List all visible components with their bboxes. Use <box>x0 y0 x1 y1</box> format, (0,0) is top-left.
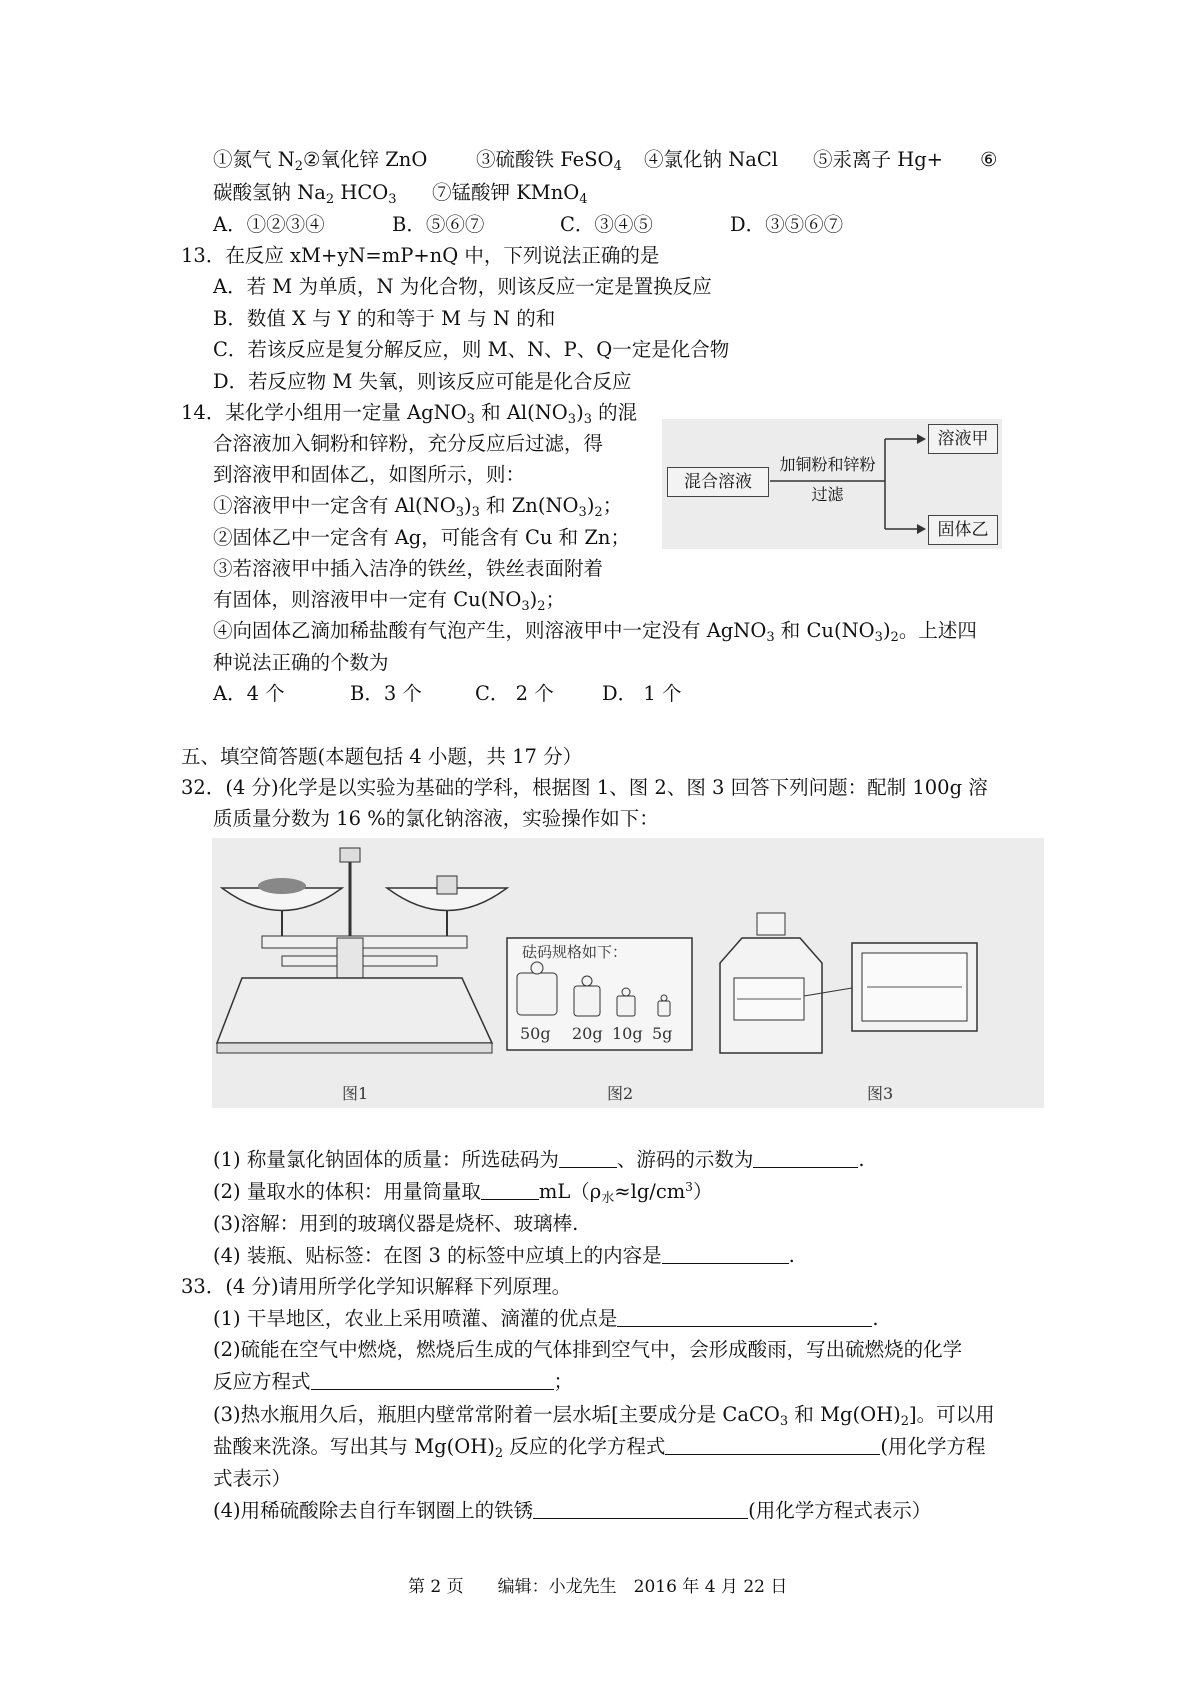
q12-line1-f: ⑥ <box>980 148 998 171</box>
text: ； <box>553 1370 574 1393</box>
q33-part3-line3: 式表示） <box>213 1467 292 1490</box>
q33-part3-line1 <box>213 1402 995 1428</box>
q14-option-a: A．4 个 <box>213 682 285 705</box>
superscript: 3 <box>685 1180 693 1194</box>
text: 盐酸来洗涤。写出其与 Mg(OH) <box>213 1435 495 1458</box>
text: 碳酸氢钠 Na <box>213 181 326 204</box>
q32-part3: (3)溶解：用到的玻璃仪器是烧杯、玻璃棒. <box>213 1212 579 1235</box>
fig1-label: 图1 <box>342 1084 369 1103</box>
mixed-solution-box: 混合溶液 <box>667 467 769 497</box>
text: (用化学方程式表示） <box>748 1499 932 1522</box>
fig2-label: 图2 <box>607 1084 634 1103</box>
q14-line1 <box>181 400 637 426</box>
subscript: 3 <box>874 630 883 645</box>
q32-part4 <box>213 1243 795 1269</box>
q13-option-b: B．数值 X 与 Y 的和等于 M 与 N 的和 <box>213 307 556 330</box>
q33-stem: 33．(4 分)请用所学化学知识解释下列原理。 <box>181 1275 572 1298</box>
subscript: 2 <box>294 159 304 174</box>
text: ； <box>602 494 623 517</box>
weight-20g-label: 20g <box>572 1024 603 1043</box>
text: HCO <box>334 181 389 204</box>
text: 有固体，则溶液甲中一定有 Cu(NO <box>213 588 522 611</box>
text: ]。可以用 <box>909 1403 995 1426</box>
subscript: 3 <box>521 599 530 614</box>
q14-line4 <box>213 493 622 519</box>
weight-50g-label: 50g <box>520 1024 551 1043</box>
subscript: 4 <box>613 159 622 174</box>
text: ≈lg/cm <box>614 1180 686 1203</box>
subscript: 3 <box>766 630 775 645</box>
q12-line1-c <box>476 147 622 173</box>
q12-option-b: B．⑤⑥⑦ <box>392 213 485 236</box>
text: 反应的化学方程式 <box>503 1435 666 1458</box>
q14-flow-diagram <box>662 419 1002 549</box>
subscript: 2 <box>900 1414 910 1429</box>
weight-5g-label: 5g <box>652 1024 673 1043</box>
q14-line6: ③若溶液甲中插入洁净的铁丝，铁丝表面附着 <box>213 557 604 580</box>
q14-option-c: C． 2 个 <box>475 682 554 705</box>
text: 14．某化学小组用一定量 AgNO <box>181 401 467 424</box>
subscript: 3 <box>466 412 475 427</box>
answer-blank[interactable] <box>665 1434 880 1455</box>
answer-blank[interactable] <box>559 1147 617 1168</box>
flow-filter-label: 过滤 <box>811 485 844 504</box>
text: ⑦锰酸钾 KMnO <box>432 181 580 204</box>
q13-option-a: A．若 M 为单质，N 为化合物，则该反应一定是置换反应 <box>213 275 712 298</box>
q14-option-d: D． 1 个 <box>602 682 682 705</box>
answer-blank[interactable] <box>533 1498 748 1519</box>
text: (4) 装瓶、贴标签：在图 3 的标签中应填上的内容是 <box>213 1244 662 1267</box>
text: 和 Zn(NO <box>479 494 579 517</box>
text: . <box>788 1244 795 1267</box>
q33-part3-line2 <box>213 1434 985 1460</box>
q33-part2-line1: (2)硫能在空气中燃烧，燃烧后生成的气体排到空气中，会形成酸雨，写出硫燃烧的化学 <box>213 1338 963 1361</box>
subscript: 3 <box>578 505 587 520</box>
answer-blank[interactable] <box>662 1243 789 1264</box>
text: 和 Mg(OH) <box>788 1403 901 1426</box>
q32-line1: 32．(4 分)化学是以实验为基础的学科，根据图 1、图 2、图 3 回答下列问题：配制 100g 溶 <box>181 776 988 799</box>
weight-10g-label: 10g <box>612 1024 643 1043</box>
text: ④向固体乙滴加稀盐酸有气泡产生，则溶液甲中一定没有 AgNO <box>213 619 767 642</box>
q12-line1-e: ⑤汞离子 Hg+ <box>813 148 944 171</box>
subscript: 3 <box>455 505 464 520</box>
text: (4)用稀硫酸除去自行车钢圈上的铁锈 <box>213 1499 534 1522</box>
solid-b-box: 固体乙 <box>928 515 998 545</box>
q32-part1 <box>213 1147 865 1173</box>
q12-line1-d: ④氯化钠 NaCl <box>644 148 779 171</box>
q33-part4 <box>213 1498 931 1524</box>
text: ) <box>882 619 891 642</box>
page-footer: 第 2 页 编辑：小龙先生 2016 年 4 月 22 日 <box>408 1577 788 1597</box>
text: (用化学方程 <box>880 1435 986 1458</box>
q14-line3: 到溶液甲和固体乙，如图所示，则： <box>213 463 526 486</box>
q14-line7 <box>213 587 565 613</box>
text: ） <box>692 1180 713 1203</box>
weights-spec-title: 砝码规格如下： <box>522 943 628 961</box>
text: ) <box>576 401 584 424</box>
fig3-label: 图3 <box>867 1084 894 1103</box>
q13-stem: 13．在反应 xM+yN=mP+nQ 中，下列说法正确的是 <box>181 244 660 267</box>
q32-part2 <box>213 1179 712 1205</box>
balance-illustration <box>212 838 1044 1108</box>
answer-blank[interactable] <box>311 1369 554 1390</box>
q14-line2: 合溶液加入铜粉和锌粉，充分反应后过滤，得 <box>213 432 604 455</box>
q33-part1 <box>213 1306 879 1332</box>
q13-option-c: C．若该反应是复分解反应，则 M、N、P、Q一定是化合物 <box>213 338 730 361</box>
flow-step-label: 加铜粉和锌粉 <box>779 455 876 474</box>
q12-line2 <box>213 180 397 206</box>
answer-blank[interactable] <box>481 1179 539 1200</box>
text: 反应方程式 <box>213 1370 311 1393</box>
text: ③硫酸铁 FeSO <box>476 148 614 171</box>
q12-line2-c <box>432 180 588 206</box>
subscript: 2 <box>890 630 899 645</box>
q14-line9: 种说法正确的个数为 <box>213 651 389 674</box>
text: (1) 干旱地区，农业上采用喷灌、滴灌的优点是 <box>213 1307 618 1330</box>
answer-blank[interactable] <box>753 1147 858 1168</box>
q14-line5: ②固体乙中一定含有 Ag，可能含有 Cu 和 Zn； <box>213 526 630 549</box>
subscript: 水 <box>601 1191 615 1206</box>
section-5-heading: 五、填空简答题(本题包括 4 小题，共 17 分） <box>181 745 583 768</box>
text: ①溶液甲中一定含有 Al(NO <box>213 494 456 517</box>
subscript: 3 <box>567 412 577 427</box>
text: ②氧化锌 ZnO <box>303 148 428 171</box>
q12-option-d: D．③⑤⑥⑦ <box>730 213 844 236</box>
text: (2) 量取水的体积：用量筒量取 <box>213 1180 481 1203</box>
q13-option-d: D．若反应物 M 失氧，则该反应可能是化合反应 <box>213 370 632 393</box>
text: . <box>872 1307 879 1330</box>
q32-line2: 质质量分数为 16 %的氯化钠溶液，实验操作如下： <box>213 807 659 830</box>
text: ①氮气 N <box>213 148 295 171</box>
q32-figure <box>212 838 1044 1108</box>
subscript: 3 <box>583 412 592 427</box>
q12-line1 <box>213 147 427 173</box>
text: (1) 称量氯化钠固体的质量：所选砝码为 <box>213 1148 559 1171</box>
solution-a-box: 溶液甲 <box>928 424 998 454</box>
answer-blank[interactable] <box>617 1306 872 1327</box>
text: ； <box>545 588 566 611</box>
text: 、游码的示数为 <box>616 1148 754 1171</box>
q14-line8 <box>213 618 977 644</box>
subscript: 3 <box>471 505 480 520</box>
text: ) <box>463 494 472 517</box>
subscript: 4 <box>579 192 588 207</box>
text: mL（ρ <box>538 1180 602 1203</box>
text: ) <box>529 588 538 611</box>
subscript: 3 <box>388 192 397 207</box>
text: ) <box>586 494 595 517</box>
text: 。上述四 <box>898 619 977 642</box>
text: (3)热水瓶用久后，瓶胆内壁常常附着一层水垢[主要成分是 CaCO <box>213 1403 780 1426</box>
q12-option-c: C．③④⑤ <box>560 213 653 236</box>
subscript: 2 <box>494 1446 504 1461</box>
subscript: 3 <box>779 1414 789 1429</box>
q33-part2-line2 <box>213 1369 573 1395</box>
text: 和 Cu(NO <box>774 619 875 642</box>
subscript: 2 <box>537 599 546 614</box>
q12-option-a: A．①②③④ <box>213 213 325 236</box>
subscript: 2 <box>594 505 603 520</box>
text: 和 Al(NO <box>474 401 568 424</box>
text: . <box>858 1148 865 1171</box>
text: 的混 <box>591 401 638 424</box>
subscript: 2 <box>325 192 335 207</box>
q14-option-b: B．3 个 <box>350 682 422 705</box>
